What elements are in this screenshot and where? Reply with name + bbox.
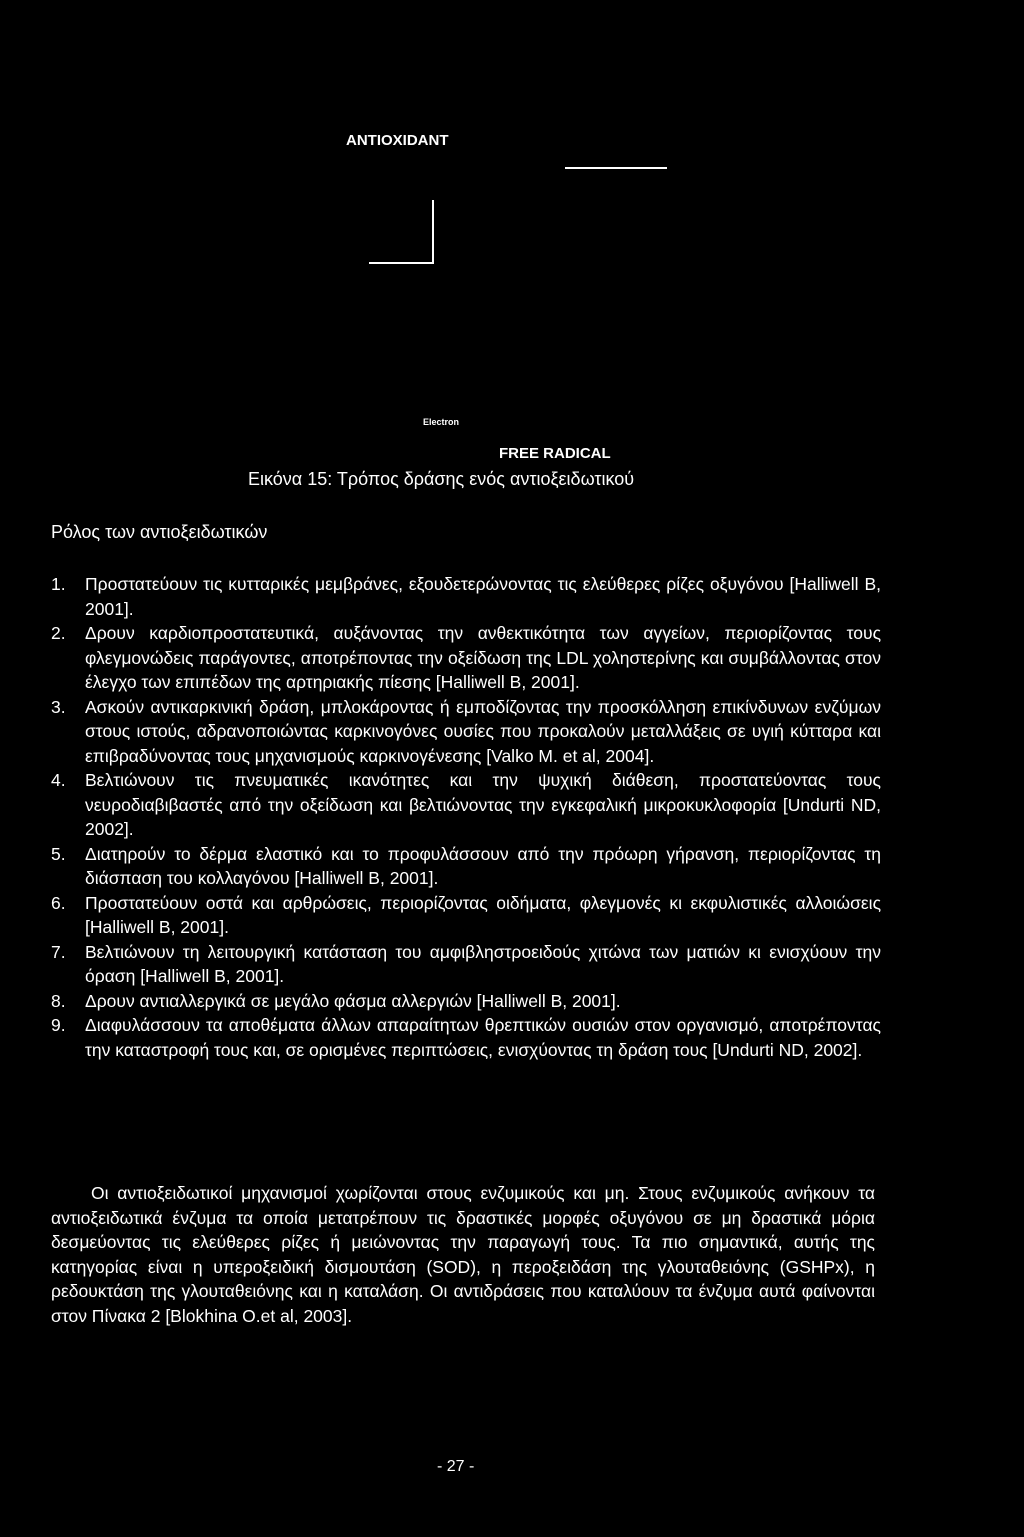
section-heading: Ρόλος των αντιοξειδωτικών [51, 522, 268, 542]
list-item-number: 1. [51, 574, 66, 594]
list-item-text: Δρουν καρδιοπροστατευτικά, αυξάνοντας την ανθεκτικότητα των αγγείων, περιορίζοντας τους φλεγμονώδεις παράγοντες, αποτρέποντας την οξείδωση της LDL χοληστερίνης και συμβάλλοντας στον έλεγχο των επιπέδων της αρτηριακής πίεσης [Halliwell B, 2001]. [85, 623, 881, 692]
list-item [51, 940, 881, 989]
list-item-text: Ασκούν αντικαρκινική δράση, μπλοκάροντας ή εμποδίζοντας την προσκόλληση επικίνδυνων ενζύμων στους ιστούς, αδρανοποιώντας καρκινογόνες ουσίες που προκαλούν μεταλλάξεις σε υγιή κύτταρα και επιβραδύνοντας τους μηχανισμούς καρκινογένεσης [Valko M. et al, 2004]. [85, 696, 881, 766]
figure-top-rule [565, 167, 667, 169]
figure-label-antioxidant: ANTIOXIDANT [346, 132, 449, 149]
figure-vertical-line [432, 200, 434, 264]
list-item-number: 4. [51, 770, 66, 790]
list-item [51, 842, 881, 891]
body-paragraph: Οι αντιοξειδωτικοί μηχανισμοί χωρίζονται στους ενζυμικούς και μη. Στους ενζυμικούς ανήκουν τα αντιοξειδωτικά ένζυμα τα οποία μετατρέπουν τις δραστικές μορφές οξυγόνου σε μη δραστικά μόρια δεσμεύοντας τις ελεύθερες ρίζες ή μειώνοντας την παραγωγή τους. Τα πιο σημαντικά, αυτής της κατηγορίας είναι η υπεροξειδική δισμουτάση (SOD), η περοξειδάση της γλουταθειόνης (GSHPx), η ρεδουκτάση της γλουταθειόνης και η καταλάση. Οι αντιδράσεις που καταλύουν τα ένζυμα αυτά φαίνονται στον Πίνακα 2 [Blokhina O.et al, 2003]. [51, 1183, 875, 1326]
list-item [51, 695, 881, 769]
list-item-number: 7. [51, 941, 66, 962]
list-item-number: 2. [51, 623, 66, 643]
list-item [51, 1013, 881, 1062]
list-item-text: Δρουν αντιαλλεργικά σε μεγάλο φάσμα αλλεργιών [Halliwell B, 2001]. [85, 990, 621, 1011]
list-item-number: 8. [51, 990, 66, 1011]
list-item [51, 989, 881, 1014]
figure-label-electron: Electron [423, 417, 460, 427]
list-item [51, 621, 881, 695]
list-item-text: Βελτιώνουν τη λειτουργική κατάσταση του αμφιβληστροειδούς χιτώνα των ματιών κι ενισχύουν την όραση [Halliwell B, 2001]. [85, 941, 881, 986]
caption-prefix: Εικόνα [248, 469, 303, 489]
benefits-list [51, 572, 881, 1062]
list-item-number: 6. [51, 892, 66, 913]
list-item-number: 3. [51, 696, 66, 717]
list-item [51, 768, 881, 842]
list-item-text: Προστατεύουν οστά και αρθρώσεις, περιορίζοντας οιδήματα, φλεγμονές κι εκφυλιστικές αλλοιώσεις [Halliwell B, 2001]. [85, 892, 881, 937]
list-item-text: Διαφυλάσσουν τα αποθέματα άλλων απαραίτητων θρεπτικών ουσιών στον οργανισμό, αποτρέποντας την καταστροφή τους και, σε ορισμένες περιπτώσεις, ενισχύοντας τη δράση τους [Undurti ND, 2002]. [85, 1015, 881, 1060]
figure-label-free-radical: FREE RADICAL [499, 445, 611, 462]
page-number: - 27 - [437, 1458, 475, 1475]
list-item-text: Προστατεύουν τις κυτταρικές μεμβράνες, εξουδετερώνοντας τις ελεύθερες ρίζες οξυγόνου [Halliwell B, 2001]. [85, 574, 881, 619]
list-item-text: Διατηρούν το δέρμα ελαστικό και το προφυλάσσουν από την πρόωρη γήρανση, περιορίζοντας τη διάσπαση του κολλαγόνου [Halliwell B, 2001]. [85, 843, 881, 888]
figure-horizontal-line [369, 262, 434, 264]
list-item [51, 891, 881, 940]
caption-number: 15 [307, 469, 328, 489]
list-item-number: 5. [51, 843, 66, 864]
list-item-text: Βελτιώνουν τις πνευματικές ικανότητες και την ψυχική διάθεση, προστατεύοντας τους νευροδιαβιβαστές από την οξείδωση και βελτιώνοντας την εγκεφαλική μικροκυκλοφορία [Undurti ND, 2002]. [85, 770, 881, 839]
list-item [51, 572, 881, 621]
figure-caption [248, 469, 634, 490]
caption-text: : Τρόπος δράσης ενός αντιοξειδωτικού [327, 469, 635, 489]
list-item-number: 9. [51, 1015, 66, 1035]
